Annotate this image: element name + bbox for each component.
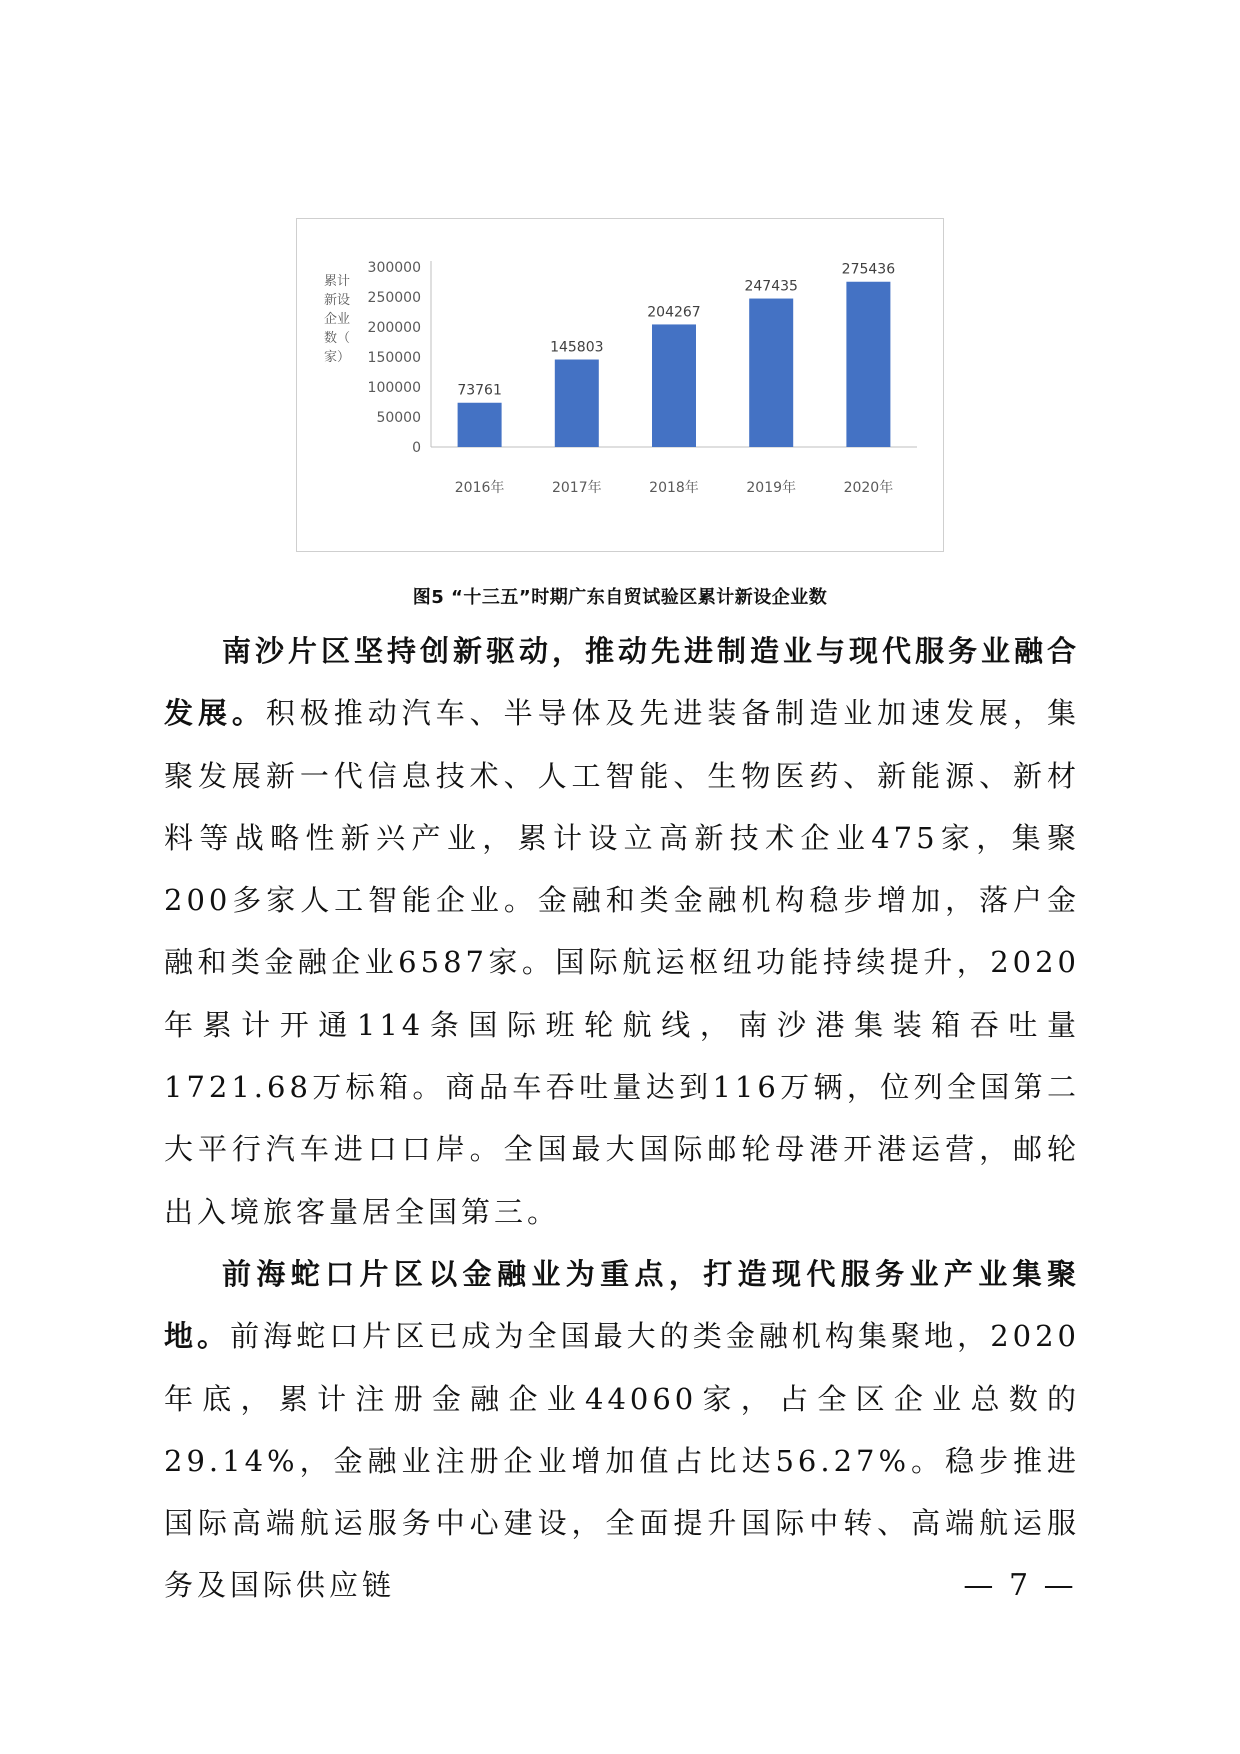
y-axis-title-line: 新设 xyxy=(323,293,351,308)
y-tick-label: 200000 xyxy=(367,320,421,336)
y-axis-title-line: 家） xyxy=(323,350,351,365)
figure-caption: 图5 “十三五”时期广东自贸试验区累计新设企业数 xyxy=(412,587,828,608)
y-axis-title-line: 企业 xyxy=(323,312,351,327)
bar xyxy=(846,282,890,447)
x-category-label: 2018年 xyxy=(649,480,699,496)
bar-data-label: 275436 xyxy=(841,261,896,278)
bar-chart xyxy=(296,218,944,552)
y-tick-label: 300000 xyxy=(367,260,421,276)
y-axis-title-line: 数（ xyxy=(323,331,351,346)
x-category-label: 2016年 xyxy=(454,480,505,496)
paragraph-body: 积极推动汽车、半导体及先进装备制造业加速发展，集聚发展新一代信息技术、人工智能、生物医药、新能源、新材料等战略性新兴产业，累计设立高新技术企业475家，集聚200多家人工智能企业。金融和类金融机构稳步增加，落户金融和类金融企业6587家。国际航运枢纽功能持续提升，2020年累计开通114条国际班轮航线，南沙港集装箱吞吐量1721.68万标箱。商品车吞吐量达到116万辆，位列全国第二大平行汽车进口口岸。全国最大国际邮轮母港开港运营，邮轮出入境旅客量居全国第三。 xyxy=(164,696,1080,1229)
bar-data-label: 73761 xyxy=(457,382,502,399)
y-tick-label: 50000 xyxy=(376,410,421,426)
y-tick-label: 0 xyxy=(412,440,421,456)
paragraph-nansha xyxy=(164,620,1080,1243)
bar xyxy=(749,299,793,447)
body-text xyxy=(164,620,1080,1617)
chart-canvas xyxy=(297,219,943,551)
y-axis-title-line: 累计 xyxy=(323,274,351,289)
page-number: — 7 — xyxy=(963,1568,1077,1603)
x-category-label: 2019年 xyxy=(746,480,797,496)
x-category-label: 2017年 xyxy=(551,480,602,496)
bar-data-label: 247435 xyxy=(744,278,798,295)
paragraph-body: 前海蛇口片区已成为全国最大的类金融机构集聚地，2020年底，累计注册金融企业44060家，占全区企业总数的29.14%，金融业注册企业增加值占比达56.27%。稳步推进国际高端航运服务中心建设，全面提升国际中转、高端航运服务及国际供应链 xyxy=(164,1319,1080,1603)
bar xyxy=(458,403,502,447)
y-tick-label: 250000 xyxy=(367,290,421,306)
bar-data-label: 145803 xyxy=(550,339,604,356)
bar xyxy=(652,324,696,447)
paragraph-qianhai xyxy=(164,1243,1080,1617)
bar-data-label: 204267 xyxy=(647,304,701,321)
x-category-label: 2020年 xyxy=(843,480,894,496)
y-tick-label: 150000 xyxy=(367,350,421,366)
y-tick-label: 100000 xyxy=(367,380,421,396)
bar xyxy=(555,360,599,447)
paragraph-lead: 南沙片区坚持创新驱动，推动先进制造业与现代服务业融合发展。 xyxy=(164,634,1081,731)
paragraph-lead: 前海蛇口片区以金融业为重点，打造现代服务业产业集聚地。 xyxy=(164,1256,1080,1354)
